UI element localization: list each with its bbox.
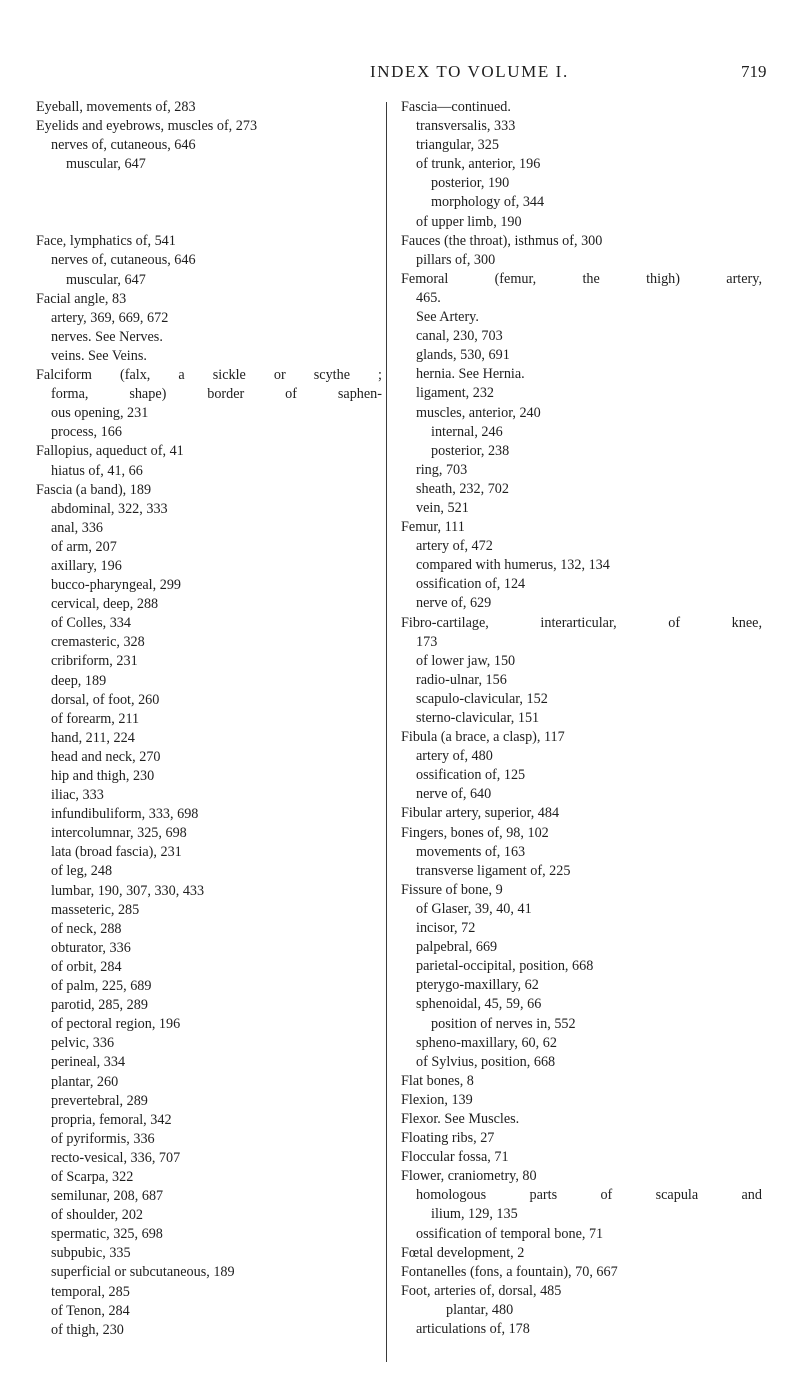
index-entry: Face, lymphatics of, 541	[36, 233, 176, 250]
index-subentry: masseteric, 285	[51, 901, 140, 918]
index-subentry: of forearm, 211	[51, 710, 140, 727]
index-subentry: of neck, 288	[51, 920, 122, 937]
index-subentry: ilium, 129, 135	[431, 1206, 518, 1223]
index-subentry: glands, 530, 691	[416, 347, 510, 364]
index-subentry: 465.	[416, 289, 441, 306]
index-subentry: canal, 230, 703	[416, 328, 503, 345]
index-subentry: muscular, 647	[66, 156, 146, 173]
index-subentry: intercolumnar, 325, 698	[51, 825, 187, 842]
index-subentry: of Tenon, 284	[51, 1302, 130, 1319]
index-subentry: abdominal, 322, 333	[51, 500, 168, 517]
index-subentry: superficial or subcutaneous, 189	[51, 1264, 235, 1281]
index-entry: Flexion, 139	[401, 1091, 473, 1108]
index-subentry: position of nerves in, 552	[431, 1015, 576, 1032]
index-subentry: plantar, 260	[51, 1073, 119, 1090]
index-entry: Fibula (a brace, a clasp), 117	[401, 729, 565, 746]
index-subentry: pillars of, 300	[416, 251, 496, 268]
index-subentry: temporal, 285	[51, 1283, 130, 1300]
index-subentry: 173	[416, 633, 438, 650]
index-subentry: radio-ulnar, 156	[416, 671, 507, 688]
index-subentry: prevertebral, 289	[51, 1092, 148, 1109]
index-subentry: sphenoidal, 45, 59, 66	[416, 996, 542, 1013]
index-subentry: of shoulder, 202	[51, 1207, 144, 1224]
index-entry: Fibular artery, superior, 484	[401, 805, 560, 822]
index-entry: Fallopius, aqueduct of, 41	[36, 443, 184, 460]
index-subentry: nerves of, cutaneous, 646	[51, 137, 196, 154]
index-entry: Fascia—continued.	[401, 99, 511, 115]
index-entry: Fissure of bone, 9	[401, 881, 503, 898]
index-subentry: of Glaser, 39, 40, 41	[416, 900, 532, 917]
index-subentry: homologous parts of scapula and	[416, 1187, 762, 1204]
index-subentry: cervical, deep, 288	[51, 596, 159, 613]
index-subentry: of upper limb, 190	[416, 213, 522, 230]
index-subentry: pelvic, 336	[51, 1035, 115, 1052]
index-subentry: of Scarpa, 322	[51, 1168, 134, 1185]
section-gap	[36, 174, 382, 232]
index-entry: Flexor. See Muscles.	[401, 1110, 520, 1127]
index-subentry: of arm, 207	[51, 538, 117, 555]
index-entry: Eyelids and eyebrows, muscles of, 273	[36, 118, 258, 135]
index-entry: Floating ribs, 27	[401, 1130, 495, 1147]
index-subentry: muscles, anterior, 240	[416, 404, 541, 421]
index-subentry: plantar, 480	[446, 1301, 514, 1318]
index-subentry: semilunar, 208, 687	[51, 1188, 164, 1205]
index-subentry: obturator, 336	[51, 939, 131, 956]
index-subentry: recto-vesical, 336, 707	[51, 1149, 181, 1166]
index-subentry: scapulo-clavicular, 152	[416, 690, 548, 707]
index-entry: Fontanelles (fons, a fountain), 70, 667	[401, 1263, 618, 1280]
index-subentry: of thigh, 230	[51, 1321, 124, 1338]
index-subentry: artery of, 480	[416, 748, 493, 765]
index-entry: Fingers, bones of, 98, 102	[401, 824, 549, 841]
index-subentry: of palm, 225, 689	[51, 978, 152, 995]
index-subentry: hernia. See Hernia.	[416, 366, 525, 383]
index-subentry: parotid, 285, 289	[51, 997, 148, 1014]
index-subentry: spheno-maxillary, 60, 62	[416, 1034, 557, 1051]
index-subentry: dorsal, of foot, 260	[51, 691, 160, 708]
index-entry: Femoral (femur, the thigh) artery,	[401, 270, 762, 287]
index-subentry: palpebral, 669	[416, 939, 498, 956]
index-column-left	[36, 98, 382, 1340]
index-subentry: vein, 521	[416, 499, 469, 516]
index-subentry: anal, 336	[51, 519, 104, 536]
index-subentry: sheath, 232, 702	[416, 480, 509, 497]
index-subentry: See Artery.	[416, 309, 479, 326]
index-entry: Fauces (the throat), isthmus of, 300	[401, 232, 603, 249]
index-subentry: lata (broad fascia), 231	[51, 844, 182, 861]
index-subentry: process, 166	[51, 424, 122, 441]
index-subentry: ligament, 232	[416, 385, 495, 402]
index-subentry: nerves of, cutaneous, 646	[51, 252, 196, 269]
index-subentry: forma, shape) border of saphen-	[51, 386, 382, 403]
index-subentry: hip and thigh, 230	[51, 768, 155, 784]
index-subentry: ring, 703	[416, 461, 468, 478]
index-entry: Eyeball, movements of, 283	[36, 99, 196, 115]
index-subentry: propria, femoral, 342	[51, 1111, 172, 1128]
index-subentry: of Sylvius, position, 668	[416, 1053, 556, 1070]
index-subentry: axillary, 196	[51, 557, 122, 574]
index-subentry: sterno-clavicular, 151	[416, 710, 540, 726]
index-subentry: triangular, 325	[416, 137, 499, 154]
index-subentry: transverse ligament of, 225	[416, 862, 571, 879]
index-subentry: spermatic, 325, 698	[51, 1226, 163, 1243]
index-entry: Femur, 111	[401, 519, 465, 536]
index-subentry: ossification of temporal bone, 71	[416, 1225, 604, 1242]
index-column-right	[401, 98, 762, 1339]
index-entry: Falciform (falx, a sickle or scythe ;	[36, 367, 382, 384]
index-subentry: veins. See Veins.	[51, 347, 147, 364]
index-subentry: deep, 189	[51, 672, 107, 689]
index-subentry: parietal-occipital, position, 668	[416, 958, 594, 975]
index-subentry: pterygo-maxillary, 62	[416, 977, 539, 994]
index-subentry: of lower jaw, 150	[416, 652, 516, 669]
index-subentry: hand, 211, 224	[51, 729, 135, 746]
index-subentry: cremasteric, 328	[51, 634, 145, 651]
index-subentry: of orbit, 284	[51, 958, 122, 975]
index-subentry: subpubic, 335	[51, 1245, 131, 1262]
page-number: 719	[741, 62, 767, 81]
column-divider	[386, 102, 387, 1362]
index-entry: Facial angle, 83	[36, 290, 127, 307]
index-entry: Fœtal development, 2	[401, 1244, 525, 1261]
index-subentry: of leg, 248	[51, 863, 113, 880]
index-subentry: ossification of, 125	[416, 767, 526, 784]
index-entry: Fibro-cartilage, interarticular, of knee,	[401, 614, 762, 631]
index-subentry: transversalis, 333	[416, 118, 516, 135]
index-subentry: iliac, 333	[51, 787, 104, 804]
index-subentry: posterior, 238	[431, 442, 510, 459]
index-subentry: compared with humerus, 132, 134	[416, 557, 610, 574]
index-subentry: artery, 369, 669, 672	[51, 309, 169, 326]
index-subentry: morphology of, 344	[431, 194, 545, 211]
index-subentry: of pectoral region, 196	[51, 1016, 181, 1033]
index-subentry: nerve of, 629	[416, 595, 492, 612]
index-subentry: ossification of, 124	[416, 576, 526, 593]
index-subentry: head and neck, 270	[51, 748, 161, 765]
index-entry: Flower, craniometry, 80	[401, 1168, 537, 1185]
index-subentry: of trunk, anterior, 196	[416, 156, 541, 173]
index-subentry: artery of, 472	[416, 538, 493, 555]
index-entry: Floccular fossa, 71	[401, 1149, 509, 1166]
index-subentry: nerves. See Nerves.	[51, 328, 163, 345]
index-subentry: nerve of, 640	[416, 786, 492, 803]
index-subentry: movements of, 163	[416, 843, 526, 860]
index-subentry: internal, 246	[431, 423, 503, 440]
index-entry: Flat bones, 8	[401, 1072, 474, 1089]
index-subentry: bucco-pharyngeal, 299	[51, 577, 182, 594]
index-subentry: muscular, 647	[66, 271, 146, 288]
index-subentry: posterior, 190	[431, 175, 510, 192]
index-subentry: cribriform, 231	[51, 653, 138, 670]
index-subentry: hiatus of, 41, 66	[51, 462, 143, 479]
running-header: INDEX TO VOLUME I.	[370, 62, 569, 81]
index-entry: Fascia (a band), 189	[36, 481, 152, 498]
index-subentry: ous opening, 231	[51, 405, 149, 422]
index-subentry: perineal, 334	[51, 1054, 126, 1071]
index-subentry: incisor, 72	[416, 920, 476, 937]
index-subentry: of pyriformis, 336	[51, 1130, 155, 1147]
index-entry: Foot, arteries of, dorsal, 485	[401, 1282, 562, 1299]
index-subentry: articulations of, 178	[416, 1321, 530, 1337]
index-subentry: infundibuliform, 333, 698	[51, 806, 199, 823]
index-subentry: lumbar, 190, 307, 330, 433	[51, 882, 205, 899]
index-subentry: of Colles, 334	[51, 615, 131, 632]
